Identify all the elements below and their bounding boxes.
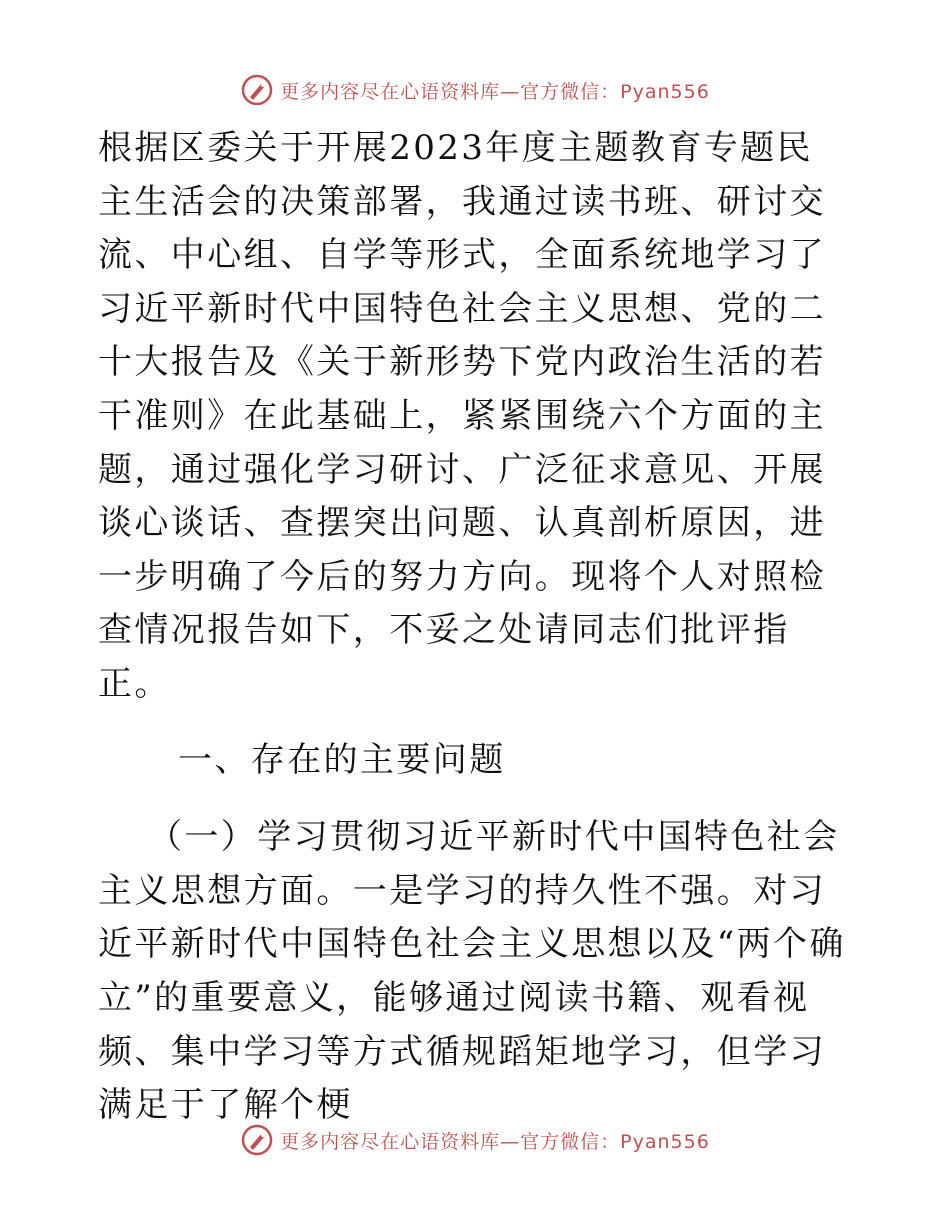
intro-paragraph: 根据区委关于开展2023年度主题教育专题民主生活会的决策部署，我通过读书班、研讨交流、中心组、自学等形式，全面系统地学习了习近平新时代中国特色社会主义思想、党的二十大报告及《关于新形势下党内政治生活的若干准则》在此基础上，紧紧围绕六个方面的主题，通过强化学习研讨、广泛征求意见、开展谈心谈话、查摆突出问题、认真剖析原因，进一步明确了今后的努力方向。现将个人对照检查情况报告如下，不妥之处请同志们批评指正。 <box>98 128 826 704</box>
section-heading: 一、存在的主要问题 <box>178 739 506 780</box>
watermark-header <box>0 70 950 110</box>
document-body <box>98 122 848 1133</box>
watermark-text: 更多内容尽在心语资料库—官方微信：Pyan556 <box>280 1130 710 1153</box>
watermark-footer <box>0 1120 950 1160</box>
section-paragraph: （一）学习贯彻习近平新时代中国特色社会主义思想方面。一是学习的持久性不强。对习近平新时代中国特色社会主义思想以及“两个确立”的重要意义，能够通过阅读书籍、观看视频、集中学习等方式循规蹈矩地学习，但学习满足于了解个梗 <box>98 817 846 1126</box>
pen-nib-seal-icon <box>240 1123 274 1157</box>
watermark-text: 更多内容尽在心语资料库—官方微信：Pyan556 <box>280 80 710 103</box>
pen-nib-seal-icon <box>240 73 274 107</box>
